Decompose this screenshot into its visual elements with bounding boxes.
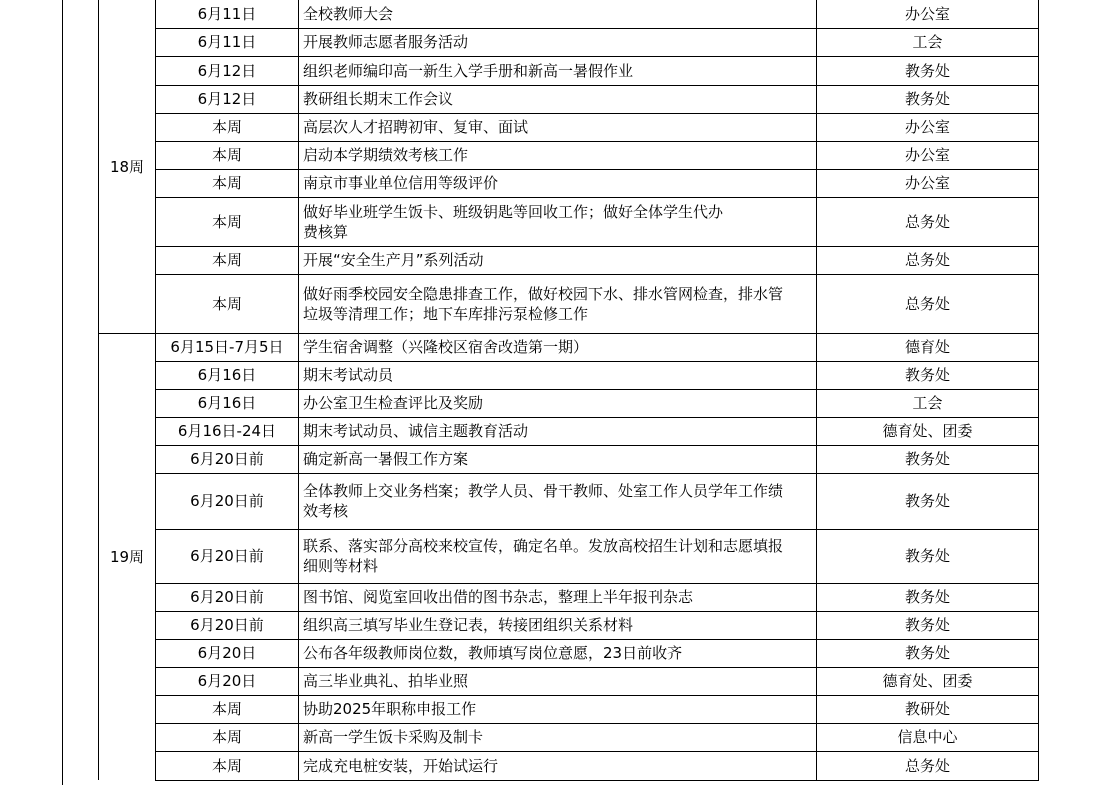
department-cell: 教务处: [904, 61, 950, 80]
department-cell: 教务处: [904, 90, 950, 108]
task-line: 做好雨季校园安全隐患排查工作，做好校园下水、排水管网检查，排水管: [303, 284, 784, 303]
department-cell: 教务处: [904, 616, 950, 634]
department-cell: 工会: [912, 394, 943, 412]
date-cell: 6月20日前: [190, 588, 264, 606]
task-cell: 确定新高一暑假工作方案: [303, 450, 469, 468]
department-cell: 工会: [912, 33, 943, 51]
date-cell: 本周: [211, 118, 242, 136]
task-line: 费核算: [303, 222, 349, 241]
department-cell: 德育处: [904, 338, 950, 356]
department-cell: 总务处: [904, 756, 950, 775]
date-cell: 本周: [211, 294, 242, 313]
date-cell: 6月20日: [197, 644, 257, 662]
task-cell: 组织高三填写毕业生登记表，转接团组织关系材料: [303, 616, 634, 634]
task-cell: [299, 529, 816, 583]
department-cell: 教务处: [904, 366, 950, 384]
task-cell: 高三毕业典礼、拍毕业照: [303, 672, 469, 690]
task-cell: 公布各年级教师岗位数，教师填写岗位意愿，23日前收齐: [303, 644, 683, 662]
task-cell: 期末考试动员、诚信主题教育活动: [303, 422, 529, 440]
date-cell: 本周: [211, 700, 242, 718]
date-cell: 6月12日: [197, 61, 257, 80]
outer-left-border: [62, 0, 63, 785]
date-cell: 6月16日: [197, 366, 257, 384]
department-cell: 教务处: [904, 547, 950, 565]
date-cell: 本周: [211, 212, 242, 231]
task-cell: 新高一学生饭卡采购及制卡: [303, 728, 484, 746]
department-cell: 教务处: [904, 588, 950, 606]
date-cell: 6月20日: [197, 672, 257, 690]
date-cell: 6月20日前: [190, 616, 264, 634]
department-cell: 德育处、团委: [882, 422, 973, 440]
department-cell: 教务处: [904, 644, 950, 662]
task-cell: 期末考试动员: [303, 366, 394, 384]
department-cell: 总务处: [904, 294, 950, 313]
date-cell: 6月20日前: [190, 492, 264, 510]
date-cell: 本周: [211, 251, 242, 269]
task-cell: 图书馆、阅览室回收出借的图书杂志，整理上半年报刊杂志: [303, 588, 694, 606]
task-line: 垃圾等清理工作；地下车库排污泵检修工作: [303, 304, 589, 323]
task-line: 细则等材料: [303, 557, 379, 575]
department-cell: 总务处: [904, 212, 950, 231]
date-cell: 6月16日-24日: [177, 422, 277, 440]
task-cell: 全校教师大会: [303, 5, 394, 23]
date-cell: 6月20日前: [190, 450, 264, 468]
task-cell: 完成充电桩安装，开始试运行: [303, 756, 499, 775]
task-cell: 组织老师编印高一新生入学手册和新高一暑假作业: [303, 61, 634, 80]
department-cell: 教务处: [904, 492, 950, 510]
task-cell: 教研组长期末工作会议: [303, 90, 454, 108]
date-cell: 本周: [211, 174, 242, 192]
department-cell: 办公室: [904, 174, 950, 192]
department-cell: 教研处: [904, 700, 950, 718]
date-cell: 本周: [211, 756, 242, 775]
task-cell: 开展教师志愿者服务活动: [303, 33, 469, 51]
task-cell: 启动本学期绩效考核工作: [303, 146, 469, 164]
task-cell: 学生宿舍调整（兴隆校区宿舍改造第一期）: [303, 338, 589, 356]
task-cell: [299, 274, 816, 333]
department-cell: 办公室: [904, 146, 950, 164]
date-cell: 6月11日: [197, 5, 257, 23]
task-line: 做好毕业班学生饭卡、班级钥匙等回收工作；做好全体学生代办: [303, 202, 724, 221]
department-cell: 总务处: [904, 251, 950, 269]
task-cell: [299, 197, 816, 246]
department-cell: 办公室: [904, 118, 950, 136]
right-column-border: [1038, 0, 1039, 781]
task-cell: 开展“安全生产月”系列活动: [303, 251, 484, 269]
week-label: 19周: [109, 547, 145, 566]
department-cell: 信息中心: [897, 728, 958, 746]
date-cell: 6月12日: [197, 90, 257, 108]
date-cell: 6月16日: [197, 394, 257, 412]
task-line: 全体教师上交业务档案；教学人员、骨干教师、处室工作人员学年工作绩: [303, 482, 784, 500]
task-cell: 办公室卫生检查评比及奖励: [303, 394, 484, 412]
week-label: 18周: [109, 157, 145, 176]
date-cell: 本周: [211, 728, 242, 746]
date-cell: 6月20日前: [190, 547, 264, 565]
table-bottom-border: [155, 780, 1039, 781]
department-cell: 德育处、团委: [882, 672, 973, 690]
date-cell: 本周: [211, 146, 242, 164]
task-cell: 南京市事业单位信用等级评价: [303, 174, 499, 192]
task-cell: 协助2025年职称申报工作: [303, 700, 477, 718]
task-cell: 高层次人才招聘初审、复审、面试: [303, 118, 529, 136]
date-cell: 6月15日-7月5日: [170, 338, 284, 356]
department-cell: 教务处: [904, 450, 950, 468]
department-cell: 办公室: [904, 5, 950, 23]
task-cell: [299, 473, 816, 529]
task-line: 联系、落实部分高校来校宣传，确定名单。发放高校招生计划和志愿填报: [303, 537, 784, 555]
date-cell: 6月11日: [197, 33, 257, 51]
task-line: 效考核: [303, 502, 349, 520]
